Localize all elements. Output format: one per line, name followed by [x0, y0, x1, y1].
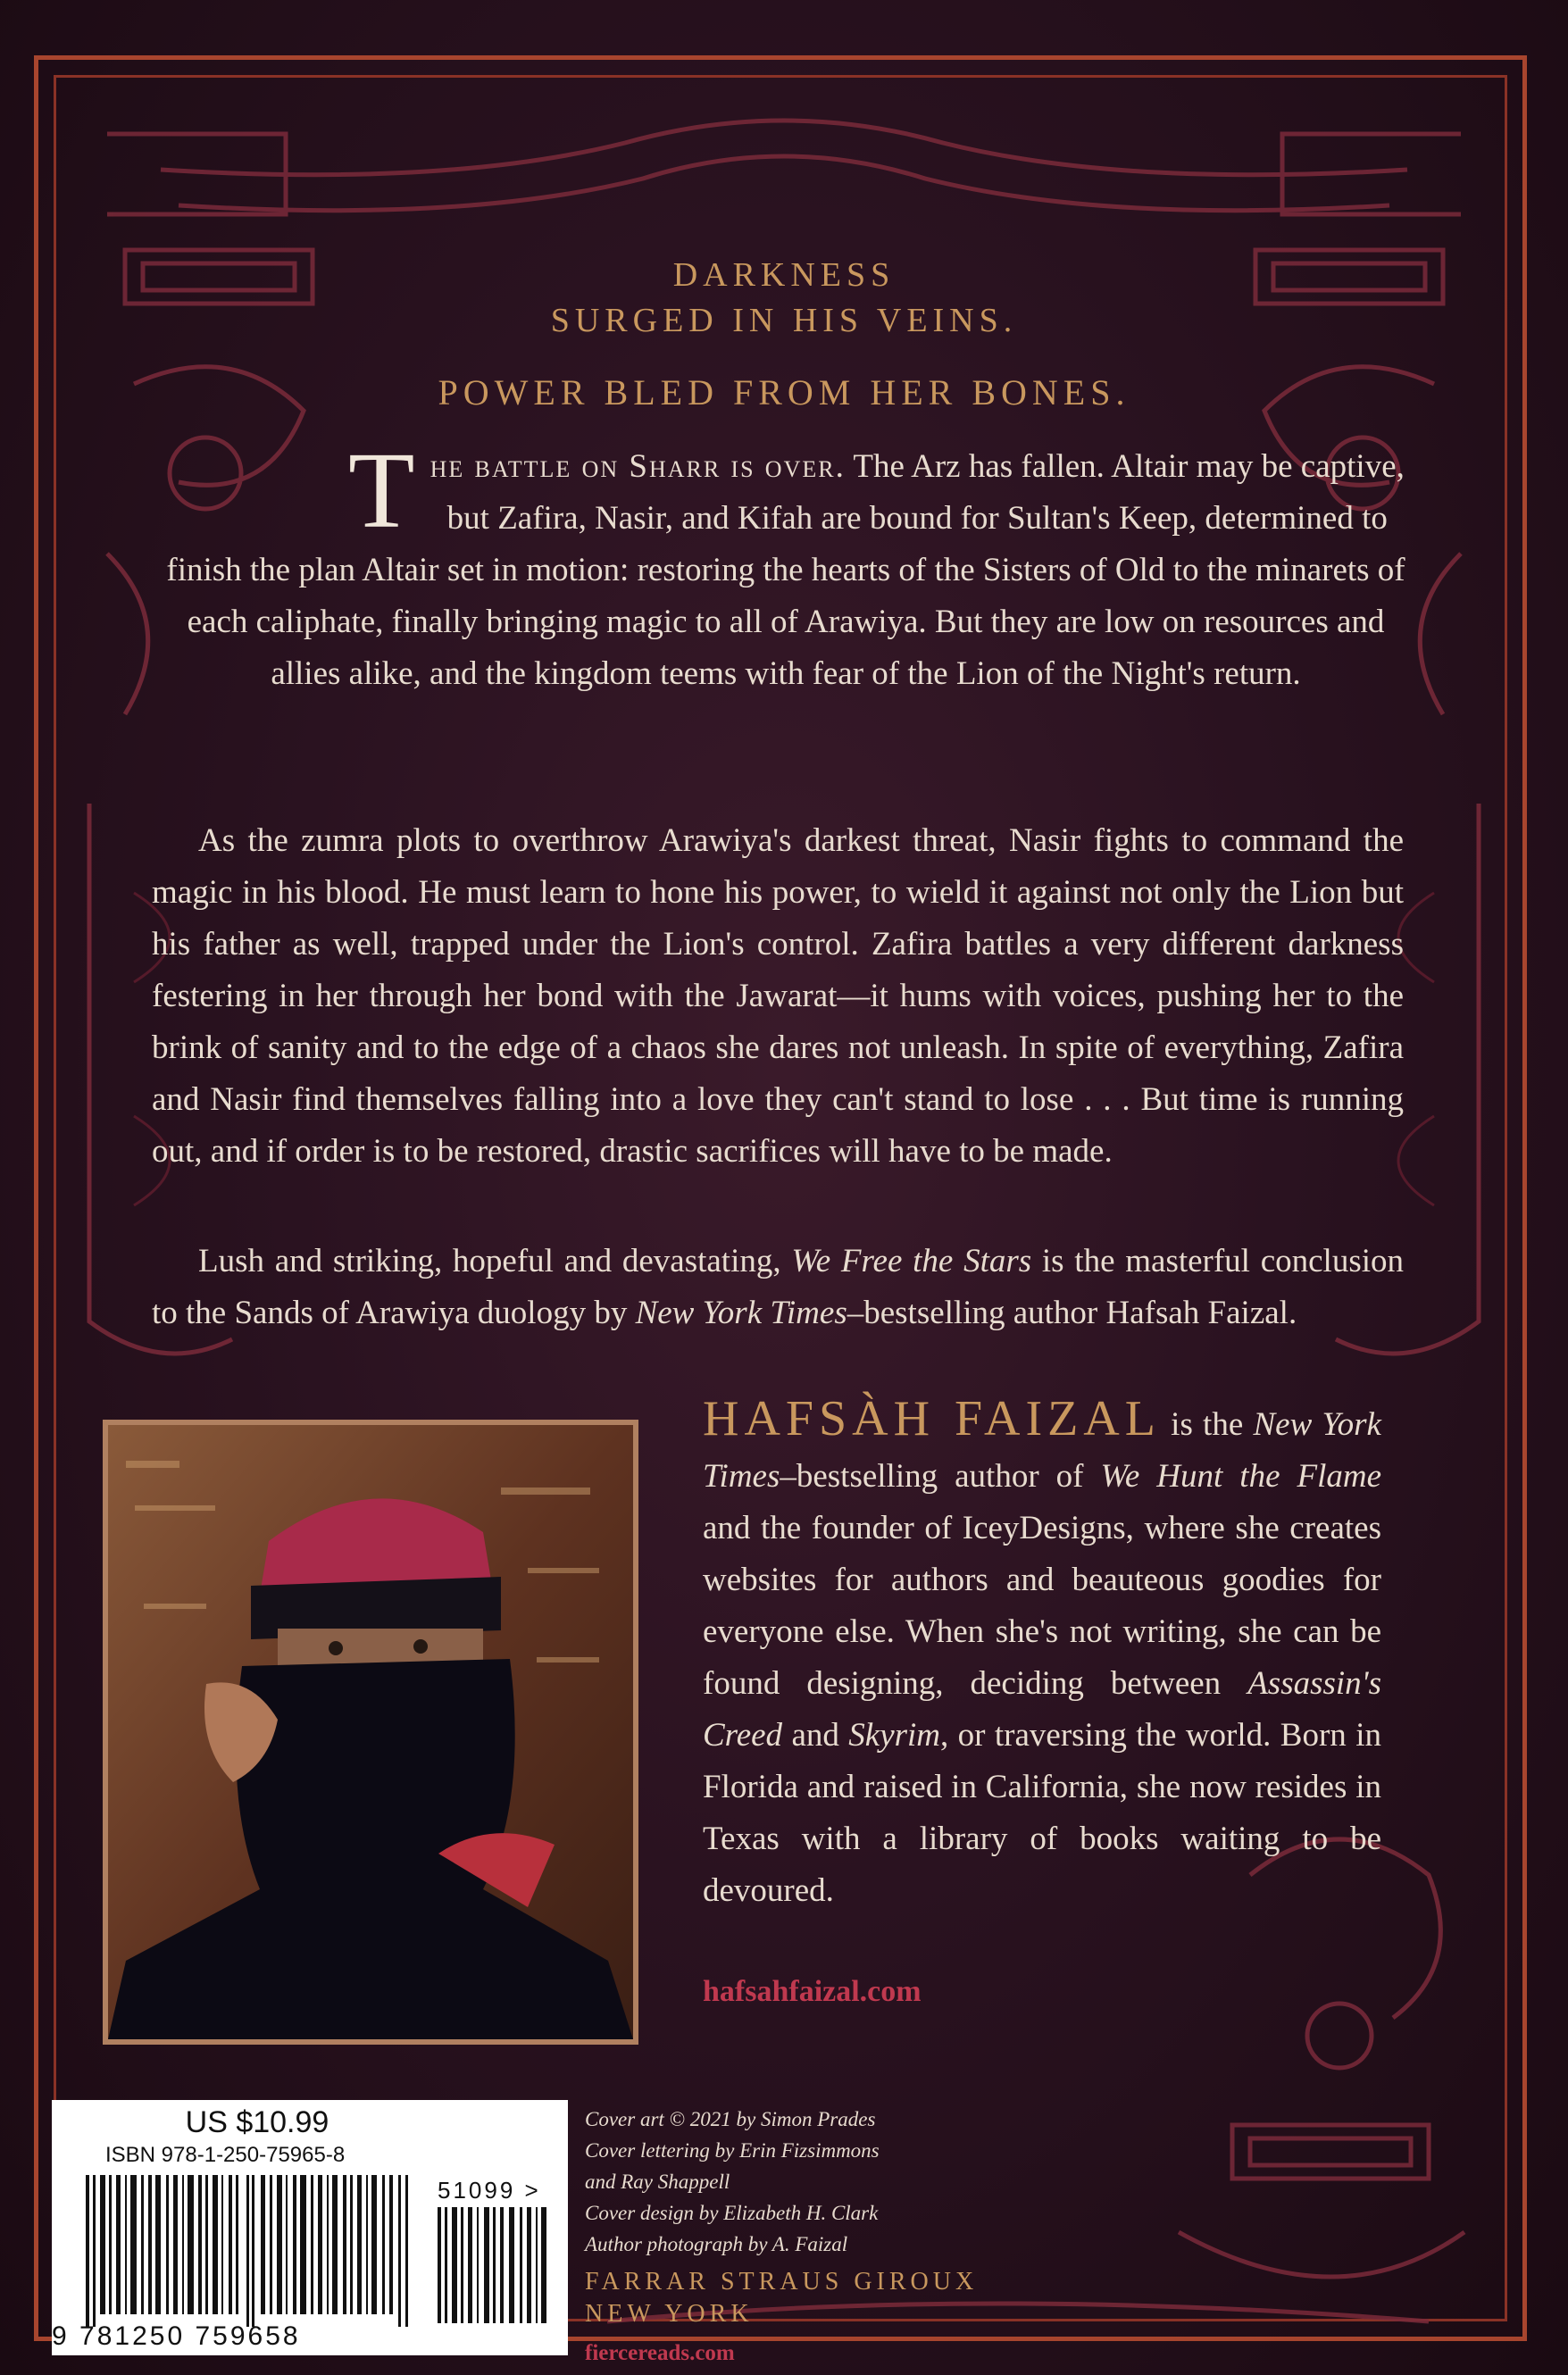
bio-nyt: New York Times [703, 1406, 1381, 1495]
bio-text-c: and the founder of IceyDesigns, where she creates websites for authors and beauteous goodies for everyone else. When she's not writing, she can be found designing, deciding between [703, 1510, 1381, 1702]
p3-text-b: is the masterful conclusion to the Sands of Arawiya duology by [152, 1243, 1404, 1331]
publisher-website-link[interactable]: fiercereads.com [585, 2341, 735, 2365]
author-website-link[interactable]: hafsahfaizal.com [703, 1975, 922, 2008]
publisher-line-1: FARRAR STRAUS GIROUX [585, 2268, 979, 2296]
drop-cap: T [348, 430, 415, 551]
price-label: US $10.99 [185, 2105, 329, 2139]
credit-line-2: Cover lettering by Erin Fizsimmons [585, 2139, 880, 2162]
barcode-addon-bars [438, 2207, 554, 2323]
credit-line-4: Cover design by Elizabeth H. Clark [585, 2202, 879, 2224]
isbn-label: ISBN 978-1-250-75965-8 [105, 2143, 346, 2167]
author-photo-illustration [108, 1425, 633, 2039]
tagline-line-3: POWER BLED FROM HER BONES. [438, 372, 1130, 412]
author-bio [703, 1393, 1381, 1917]
barcode-sticker [52, 2100, 568, 2355]
credit-line-1: Cover art © 2021 by Simon Prades [585, 2108, 876, 2130]
barcode-digits: 9 781250 759658 [52, 2321, 301, 2351]
cover-credits [585, 2104, 1013, 2260]
credit-line-5: Author photograph by A. Faizal [585, 2233, 848, 2255]
credit-line-3: and Ray Shappell [585, 2171, 730, 2193]
bio-game-1: Assassin's Creed [703, 1665, 1381, 1754]
summary-opening: he battle on Sharr is over. [430, 448, 846, 485]
summary-paragraph-3 [152, 1236, 1404, 1339]
bio-game-2: Skyrim [848, 1717, 941, 1754]
publisher-name [585, 2266, 978, 2330]
book-title: We Free the Stars [791, 1243, 1032, 1279]
bio-text-a: is the [1160, 1406, 1254, 1443]
summary-paragraph-2: As the zumra plots to overthrow Arawiya's darkest threat, Nasir fights to command the magic in his blood. He must learn to hone his power, to wield it against not only the Lion but his father as well, trapped under the Lion's control. Zafira battles a very different darkness festering in her through her bond with the Jawarat—it hums with voices, pushing her to the brink of sanity and to the edge of a chaos she dares not unleash. In spite of everything, Zafira and Nasir find themselves falling into a love they can't stand to lose . . . But time is running out, and if order is to be restored, drastic sacrifices will have to be made. [152, 822, 1404, 1170]
bio-book-title: We Hunt the Flame [1100, 1458, 1382, 1495]
author-name: HAFSÀH FAIZAL [703, 1391, 1161, 1446]
publisher-line-2: NEW YORK [585, 2300, 754, 2328]
nyt-label: New York Times [635, 1295, 847, 1331]
tagline-line-2: SURGED IN HIS VEINS. [550, 302, 1018, 339]
tagline-line-1: DARKNESS [672, 256, 896, 294]
summary-p1-text: The Arz has fallen. Altair may be captive, but Zafira, Nasir, and Kifah are bound for Sultan's Keep, determined to finish the plan Altair set in motion: restoring the hearts of the Sisters of Old to the minarets of each caliphate, finally bringing magic to all of Arawiya. But they are low on resources and allies alike, and the kingdom teems with fear of the Lion of the Night's return. [166, 448, 1405, 692]
bio-text-b: –bestselling author of [780, 1458, 1101, 1495]
author-photo [103, 1420, 638, 2045]
barcode-bars [86, 2175, 434, 2327]
p3-text-a: Lush and striking, hopeful and devastating, [198, 1243, 792, 1279]
p3-text-c: –bestselling author Hafsah Faizal. [847, 1295, 1297, 1331]
barcode-addon-digits: 51099 > [438, 2177, 541, 2204]
summary-paragraph-1 [161, 430, 1411, 700]
bio-text-e: , or traversing the world. Born in Florida and raised in California, she now resides in Texas with a library of books waiting to be devoured. [703, 1717, 1381, 1909]
bio-text-d: and [782, 1717, 849, 1754]
